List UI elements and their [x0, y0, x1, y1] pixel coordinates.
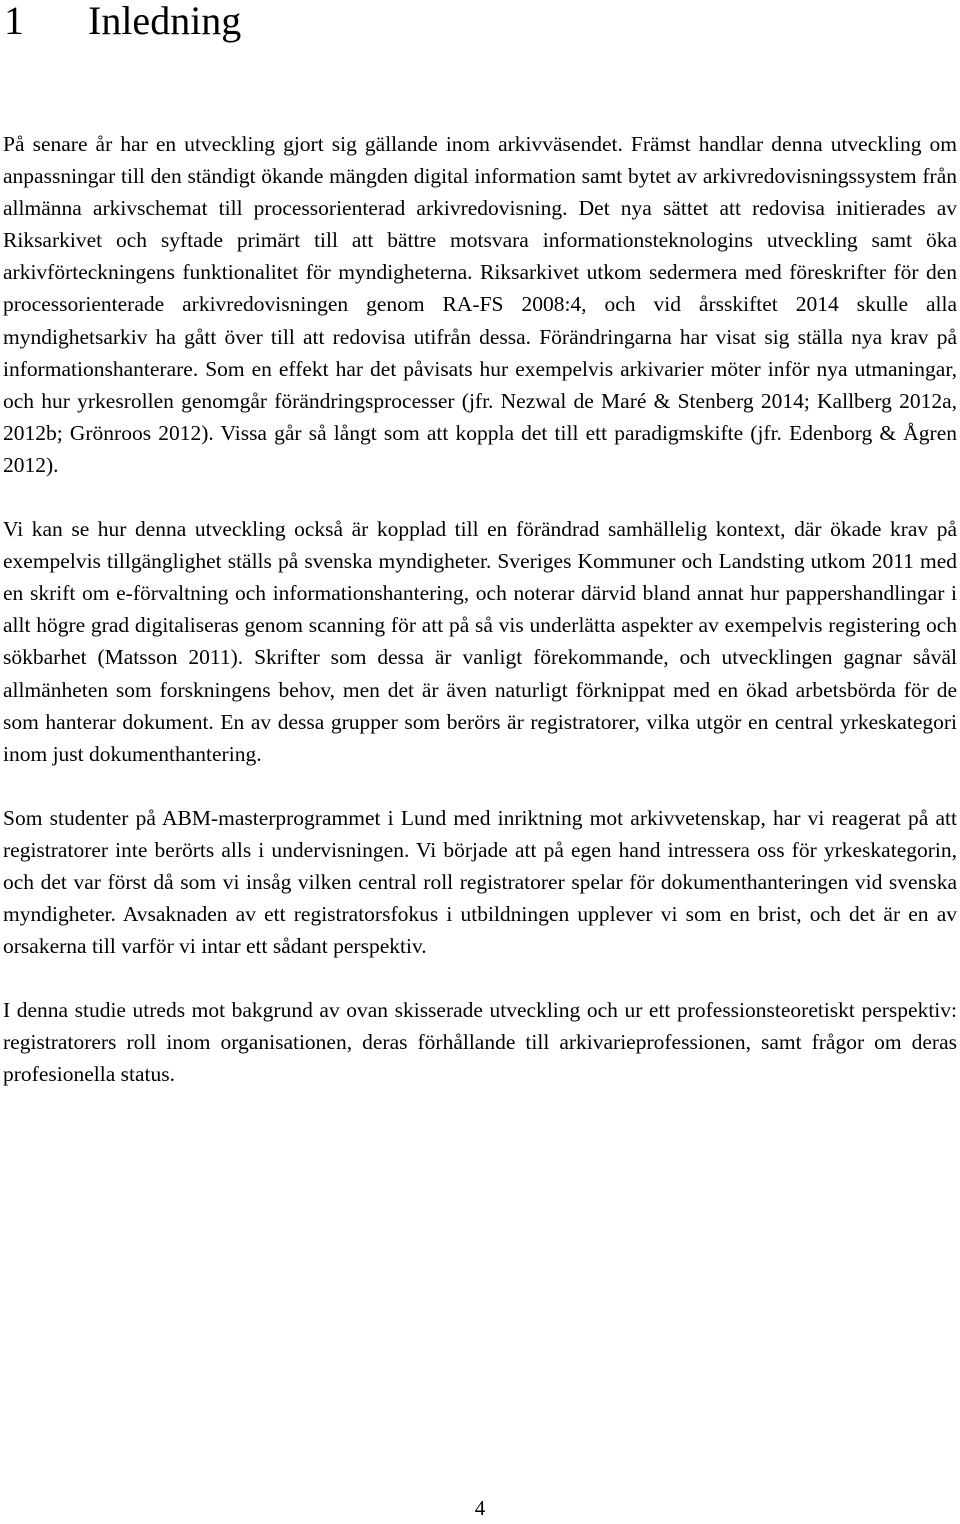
- paragraph-3: Som studenter på ABM-masterprogrammet i Lund med inriktning mot arkivvetenskap, har vi reagerat på att registratorer inte berörts alls i undervisningen. Vi började att på egen hand intressera oss för yrkeskategorin, och det var först då som vi insåg vilken central roll registratorer spelar för dokumenthanteringen vid svenska myndigheter. Avsaknaden av ett registratorsfokus i utbildningen upplever vi som en brist, och det är en av orsakerna till varför vi intar ett sådant perspektiv.: [3, 805, 957, 959]
- chapter-title: Inledning: [88, 0, 242, 43]
- page-number: 4: [474, 1496, 486, 1520]
- body-text: [3, 128, 957, 1123]
- paragraph-1: På senare år har en utveckling gjort sig gällande inom arkivväsendet. Främst handlar denna utveckling om anpassningar till den ständigt ökande mängden digital information samt bytet av arkivredovisningssystem från allmänna arkivschemat till processorienterad arkivredovisning. Det nya sättet att redovisa initierades av Riksarkivet och syftade primärt till att bättre motsvara informationsteknologins utveckling samt öka arkivförteckningens funktionalitet för myndigheterna. Riksarkivet utkom sedermera med föreskrifter för den processorienterade arkivredovisningen genom RA-FS 2008:4, och vid årsskiftet 2014 skulle alla myndighetsarkiv ha gått över till att redovisa utifrån dessa. Förändringarna har visat sig ställa nya krav på informationshanterare. Som en effekt har det påvisats hur exempelvis arkivarier möter inför nya utmaningar, och hur yrkesrollen genomgår förändringsprocesser (jfr. Nezwal de Maré & Stenberg 2014; Kallberg 2012a, 2012b; Grönroos 2012). Vissa går så långt som att koppla det till ett paradigmskifte (jfr. Edenborg & Ågren 2012).: [3, 132, 957, 477]
- chapter-number: 1: [4, 0, 24, 43]
- paragraph-2: Vi kan se hur denna utveckling också är kopplad till en förändrad samhällelig kontext, där ökade krav på exempelvis tillgänglighet ställs på svenska myndigheter. Sveriges Kommuner och Landsting utkom 2011 med en skrift om e-förvaltning och informationshantering, och noterar därvid bland annat hur pappershandlingar i allt högre grad digitaliseras genom scanning för att på så vis underlätta aspekter av exempelvis registering och sökbarhet (Matsson 2011). Skrifter som dessa är vanligt förekommande, och utvecklingen gagnar såväl allmänheten som forskningens behov, men det är även naturligt förknippat med en ökad arbetsbörda för de som hanterar dokument. En av dessa grupper som berörs är registratorer, vilka utgör en central yrkeskategori inom just dokumenthantering.: [3, 517, 957, 766]
- paragraph-4: I denna studie utreds mot bakgrund av ovan skisserade utveckling och ur ett professionsteoretiskt perspektiv: registratorers roll inom organisationen, deras förhållande till arkivarieprofessionen, samt frågor om deras profesionella status.: [3, 998, 957, 1087]
- chapter-heading: [4, 0, 241, 44]
